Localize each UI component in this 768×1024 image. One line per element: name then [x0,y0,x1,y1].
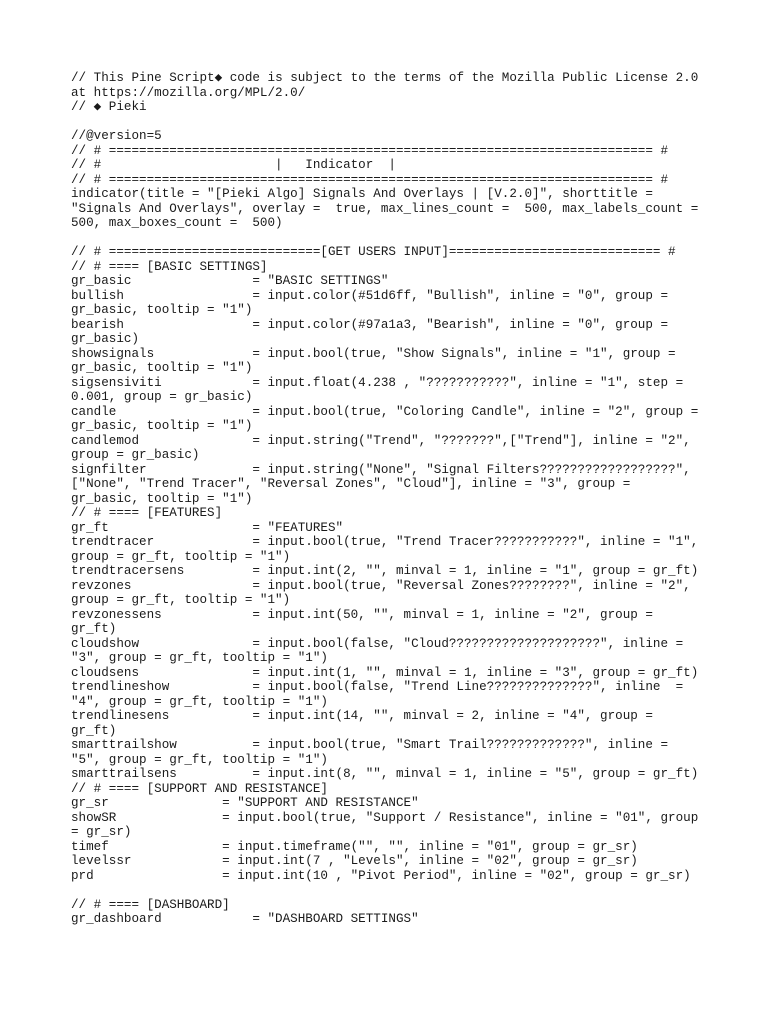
code-line: // # ============================[GET USERS INPUT]============================ # [71,245,676,259]
code-line: // # ======================================================================== # [71,172,669,187]
code-line: at https://mozilla.org/MPL/2.0/ [71,85,306,100]
code-line: // # ======================================================================== # [71,143,669,158]
code-line: group = gr_ft, tooltip = "1") [71,593,291,607]
code-block [71,71,731,927]
code-line: // This Pine Script◆ code is subject to the terms of the Mozilla Public License 2.0 [71,71,699,85]
code-line: trendtracer = input.bool(true, "Trend Tracer???????????", inline = "1", [71,535,699,549]
code-line: "Signals And Overlays", overlay = true, max_lines_count = 500, max_labels_count = [71,201,699,216]
code-line: "3", group = gr_ft, tooltip = "1") [71,651,328,665]
code-line: indicator(title = "[Pieki Algo] Signals And Overlays | [V.2.0]", shorttitle = [71,187,653,201]
code-line: gr_dashboard = "DASHBOARD SETTINGS" [71,912,419,926]
code-line: gr_ft) [71,723,117,738]
code-line: // # ==== [DASHBOARD] [71,897,230,912]
code-line: sigsensiviti = input.float(4.238 , "???????????", inline = "1", step = [71,375,684,390]
code-line: bearish = input.color(#97a1a3, "Bearish", inline = "0", group = [71,317,669,332]
code-line: // # ==== [BASIC SETTINGS] [71,259,268,274]
code-line: // # ==== [SUPPORT AND RESISTANCE] [71,781,328,796]
code-line: 500, max_boxes_count = 500) [71,216,283,230]
code-line: candle = input.bool(true, "Coloring Candle", inline = "2", group = [71,404,699,419]
code-line: group = gr_ft, tooltip = "1") [71,549,291,564]
code-line: // ◆ Pieki [71,100,147,114]
code-line [71,883,731,898]
code-line: trendlineshow = input.bool(false, "Trend Line??????????????", inline = [71,680,684,694]
code-line: // # | Indicator | [71,158,396,172]
code-line: smarttrailshow = input.bool(true, "Smart Trail?????????????", inline = [71,738,669,752]
code-line: showsignals = input.bool(true, "Show Signals", inline = "1", group = [71,346,676,361]
code-line: bullish = input.color(#51d6ff, "Bullish", inline = "0", group = [71,288,669,303]
code-line: trendlinesens = input.int(14, "", minval = 2, inline = "4", group = [71,709,653,723]
code-line: ["None", "Trend Tracer", "Reversal Zones", "Cloud"], inline = "3", group = [71,477,631,491]
code-line: gr_ft = "FEATURES" [71,520,344,535]
code-line: timef = input.timeframe("", "", inline = "01", group = gr_sr) [71,839,638,854]
code-line: gr_basic, tooltip = "1") [71,361,253,375]
code-line: smarttrailsens = input.int(8, "", minval = 1, inline = "5", group = gr_ft) [71,767,699,781]
code-line: gr_basic, tooltip = "1") [71,491,253,506]
code-line: cloudsens = input.int(1, "", minval = 1, inline = "3", group = gr_ft) [71,665,699,680]
code-line: prd = input.int(10 , "Pivot Period", inline = "02", group = gr_sr) [71,868,691,883]
code-line: trendtracersens = input.int(2, "", minval = 1, inline = "1", group = gr_ft) [71,564,699,578]
code-line: gr_basic) [71,332,140,346]
code-line: "4", group = gr_ft, tooltip = "1") [71,694,328,709]
code-line: gr_basic = "BASIC SETTINGS" [71,274,389,288]
code-line: revzones = input.bool(true, "Reversal Zones????????", inline = "2", [71,578,691,593]
code-line: showSR = input.bool(true, "Support / Resistance", inline = "01", group [71,810,699,825]
code-line [71,115,731,130]
code-line: gr_basic, tooltip = "1") [71,303,253,317]
code-line: cloudshow = input.bool(false, "Cloud????????????????????", inline = [71,636,684,651]
code-line: levelssr = input.int(7 , "Levels", inline = "02", group = gr_sr) [71,854,638,868]
code-line: signfilter = input.string("None", "Signal Filters??????????????????", [71,462,691,477]
code-line: "5", group = gr_ft, tooltip = "1") [71,752,328,767]
code-line: // # ==== [FEATURES] [71,506,223,520]
code-line: = gr_sr) [71,825,132,839]
code-line: //@version=5 [71,129,162,143]
code-line: gr_basic, tooltip = "1") [71,419,253,433]
code-line: gr_sr = "SUPPORT AND RESISTANCE" [71,796,419,810]
code-line: 0.001, group = gr_basic) [71,390,253,404]
code-line: candlemod = input.string("Trend", "???????",["Trend"], inline = "2", [71,433,691,448]
code-line: revzonessens = input.int(50, "", minval = 1, inline = "2", group = [71,607,653,622]
code-line [71,231,731,246]
code-line: group = gr_basic) [71,448,200,462]
code-line: gr_ft) [71,622,117,636]
